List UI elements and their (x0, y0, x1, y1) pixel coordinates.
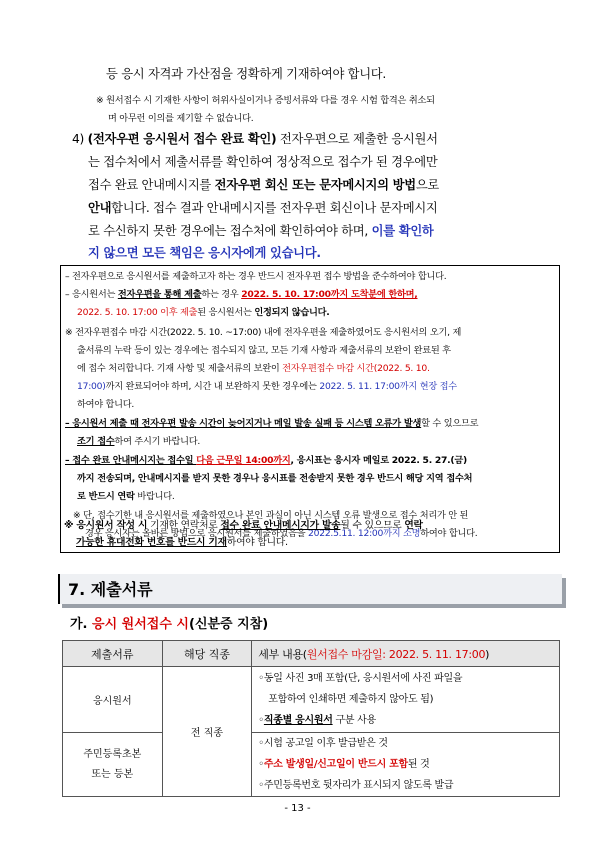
emphasis-text: 연락 (404, 520, 423, 531)
text-span: 세부 내용( (258, 647, 307, 661)
table-header-row (63, 641, 560, 667)
text-span: 하여야 합니다. (226, 537, 288, 548)
documents-table (62, 640, 560, 797)
table-cell: 전 직종 (162, 667, 252, 797)
cell-line (258, 754, 553, 775)
text-span: (신분증 지참) (189, 617, 269, 632)
text-span: 가. (70, 617, 93, 632)
notice-line: 까지 전송되며, 안내메시지를 받지 못한 경우나 응시표를 전송받지 못한 경우 반드시 해당 지역 접수처 (77, 473, 473, 484)
emphasis-text: 조기 접수 (77, 436, 115, 447)
text-span: 접수 완료 안내메시지를 (88, 178, 215, 192)
warning-text: 이를 확인하 (371, 224, 434, 238)
section-title: 7. 제출서류 (68, 580, 153, 599)
item4-line5 (88, 220, 434, 242)
table-cell (252, 733, 560, 797)
item4-line2: 는 접수처에서 제출서류를 확인하여 정상적으로 접수가 된 경우에만 (88, 155, 438, 169)
text-span: 될 수 있으므로 (340, 520, 405, 531)
emphasis-text: 인정되지 않습니다. (254, 307, 330, 318)
notice-line (77, 305, 330, 321)
section-header (58, 574, 562, 604)
text-span: 기재한 연락처로 (147, 520, 221, 531)
notice-line (76, 535, 288, 551)
item4-line6: 지 않으면 모든 책임은 응시자에게 있습니다. (88, 246, 321, 260)
text-span: 전자우편으로 제출한 응시원서 (276, 132, 438, 146)
deadline-text: 2022. 5. 10. 17:00 이후 제출 (77, 307, 198, 318)
text-span: ◦ (258, 715, 264, 726)
item4-line4 (88, 197, 437, 219)
text-span: 경우 응시자는 올바른 방법으로 응시원서를 제출하였음을 (85, 528, 309, 539)
item4-line3 (88, 174, 439, 196)
notice-line: 하여야 합니다. (77, 399, 135, 410)
note-line: ※ 원서접수 시 기재한 사항이 허위사실이거나 증빙서류와 다를 경우 시험 합격은 취소되 (96, 95, 435, 106)
notice-line (65, 287, 418, 303)
emphasis-text: – 접수 완료 안내메시지는 접수일 (65, 455, 197, 466)
emphasis-text: 전자우편 회신 또는 문자메시지의 방법 (214, 178, 416, 192)
table-header: 해당 직종 (162, 641, 252, 667)
item-number: 4) (72, 132, 85, 146)
emphasis-text: 직종별 응시원서 (263, 715, 333, 726)
table-header: 제출서류 (63, 641, 163, 667)
cell-line: ◦주민등록번호 뒷자리가 표시되지 않도록 발급 (258, 780, 454, 791)
deadline-text: 원서접수 마감일: 2022. 5. 11. 17:00 (306, 647, 486, 661)
item4-line1 (72, 128, 438, 150)
item4-title: (전자우편 응시원서 접수 완료 확인) (87, 132, 277, 146)
emphasis-text: ※ 응시원서 작성 시 (64, 520, 148, 531)
cell-line (258, 710, 553, 731)
text-span: 된 것 (407, 759, 430, 770)
text-span: 까지 완료되어야 하며, 시간 내 보완하지 못한 경우에는 (105, 381, 320, 392)
deadline-text: 2022.5.11. 12:00까지 소명 (308, 528, 421, 539)
emphasis-text: 가능한 휴대전화 번호를 반드시 기재 (76, 537, 227, 548)
deadline-text: 다음 근무일 14:00까지 (196, 455, 291, 466)
emphasis-text: – 응시원서 제출 때 전자우편 발송 시간이 늦어지거나 메일 발송 실패 등 시스템 오류가 발생 (65, 418, 422, 429)
deadline-text: 17:00) (77, 381, 106, 392)
text-span: ◦ (258, 759, 264, 770)
text-span: 하여 주시기 바랍니다. (114, 436, 201, 447)
text-span: 된 응시원서는 (197, 307, 255, 318)
text-span: ) (485, 647, 490, 661)
notice-footer (60, 520, 560, 553)
subsection-title (70, 613, 268, 632)
cell-line: 포함하여 인쇄하면 제출하지 않아도 됨) (268, 694, 434, 705)
text-span: 할 수 있으므로 (421, 418, 479, 429)
notice-line: ※ 단, 접수기한 내 응시원서를 제출하였으나 본인 과실이 아닌 시스템 오류 발생으로 접수 처리가 안 된 (73, 510, 469, 521)
table-row (63, 667, 560, 733)
deadline-text: 전자우편접수 마감 시간(2022. 5. 10. (282, 363, 430, 374)
emphasis-text: 접수 완료 안내메시지가 발송 (220, 520, 341, 531)
table-header (252, 641, 560, 667)
text-span: 하여야 합니다. (420, 528, 478, 539)
cell-line: ◦동일 사진 3매 포함(단, 응시원서에 사진 파일을 (258, 673, 463, 684)
notice-line (65, 453, 467, 469)
text-span: 하는 경우 (201, 289, 242, 300)
note-line: 며 아무런 이의를 제기할 수 없습니다. (108, 113, 254, 124)
table-cell (252, 667, 560, 733)
text-span: 으로 (415, 178, 439, 192)
notice-line: 출서류의 누락 등이 있는 경우에는 접수되지 않고, 모든 기재 사항과 제출서류의 보완이 완료된 후 (77, 345, 451, 356)
cell-line: 주민등록초본 (83, 748, 142, 760)
emphasis-text: 응시 원서접수 시 (92, 617, 189, 632)
notice-line (77, 379, 457, 395)
text-span: 로 수신하지 못한 경우에는 접수처에 확인하여야 하며, (88, 224, 372, 238)
deadline-text: 2022. 5. 11. 17:00까지 현장 접수 (319, 381, 457, 392)
emphasis-text: 주소 발생일/신고일이 반드시 포함 (263, 759, 408, 770)
text-span: 구분 사용 (332, 715, 376, 726)
deadline-text: 2022. 5. 10. 17:00까지 도착분에 한하며, (241, 289, 418, 300)
table-row (63, 733, 560, 797)
notice-line (77, 361, 430, 377)
notice-line (65, 416, 478, 432)
cell-line: ◦시험 공고일 이후 발급받은 것 (258, 738, 388, 749)
table-cell (63, 733, 163, 797)
table-cell: 응시원서 (63, 667, 163, 733)
emphasis-text: 로 반드시 연락 (77, 491, 135, 502)
notice-line (77, 489, 175, 505)
emphasis-text: 전자우편을 통해 제출 (117, 289, 202, 300)
notice-line (64, 518, 423, 534)
text-span: 합니다. 접수 결과 안내메시지를 전자우편 회신이나 문자메시지 (111, 201, 438, 215)
text-span: 바랍니다. (134, 491, 175, 502)
emphasis-text: 안내 (88, 201, 112, 215)
notice-line (77, 434, 200, 450)
paragraph-line: 등 응시 자격과 가산점을 정확하게 기재하여야 합니다. (106, 67, 386, 81)
cell-line: 또는 등본 (91, 768, 134, 780)
notice-line: ※ 전자우편접수 마감 시간(2022. 5. 10. ~17:00) 내에 전자우편을 제출하였어도 응시원서의 오기, 제 (65, 327, 462, 338)
text-span: – 응시원서는 (65, 289, 118, 300)
notice-box (60, 265, 560, 553)
page-number: - 13 - (284, 803, 311, 814)
text-span: , 응시표는 응시자 메일로 2022. 5. 27.(금) (290, 455, 467, 466)
text-span: 에 접수 처리합니다. 기재 사항 및 제출서류의 보완이 (77, 363, 283, 374)
notice-line: – 전자우편으로 응시원서를 제출하고자 하는 경우 반드시 전자우편 접수 방법을 준수하여야 합니다. (65, 271, 447, 282)
